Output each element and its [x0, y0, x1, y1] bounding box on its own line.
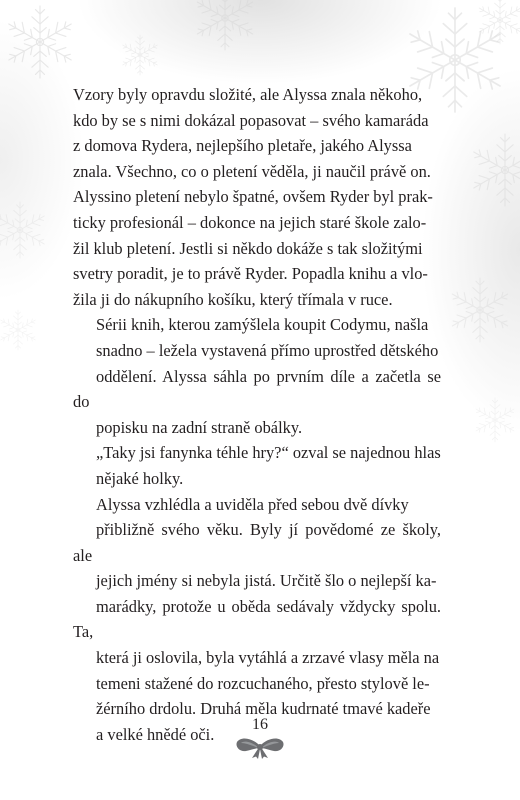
page-number: 16: [252, 716, 268, 733]
text-line: přibližně svého věku. Byly jí povědomé ze školy, ale: [73, 520, 441, 565]
text-line: Vzory byly opravdu složité, ale Alyssa znala někoho,: [73, 85, 423, 104]
text-line: znala. Všechno, co o pletení věděla, ji naučil právě on.: [73, 161, 431, 181]
text-line: temeni stažené do rozcuchaného, přesto stylově le-: [96, 673, 430, 693]
text-line: Alyssino pletení nebylo špatné, ovšem Ryder byl prak-: [73, 187, 433, 207]
text-line: žila ji do nákupního košíku, který třímala v ruce.: [73, 289, 393, 309]
text-line: Alyssa vzhlédla a uviděla před sebou dvě dívky: [96, 494, 409, 514]
text-line: popisku na zadní straně obálky.: [96, 417, 303, 437]
text-line: oddělení. Alyssa sáhla po prvním díle a začetla se do: [73, 366, 441, 412]
paragraph-2: [73, 312, 441, 440]
text-line: Sérii knih, kterou zamýšlela koupit Codymu, našla: [96, 315, 429, 335]
text-line: žil klub pletení. Jestli si někdo dokáže s tak složitými: [73, 238, 423, 258]
text-line: svetry poradit, je to právě Ryder. Popadla knihu a vlo-: [73, 264, 428, 284]
text-line: a velké hnědé oči.: [96, 724, 215, 744]
text-line: z domova Rydera, nejlepšího pletaře, jakého Alyssa: [73, 136, 412, 156]
text-line: jejich jmény si nebyla jistá. Určitě šlo o nejlepší ka-: [96, 571, 437, 591]
paragraph-3: [73, 440, 441, 491]
text-line: ticky profesionál – dokonce na jejich staré škole zalo-: [73, 212, 427, 232]
text-line: která ji oslovila, byla vytáhlá a zrzavé vlasy měla na: [96, 648, 440, 668]
text-line: nějaké holky.: [96, 468, 184, 488]
text-line: marádky, protože u oběda sedávaly vždycky spolu. Ta,: [73, 596, 441, 642]
text-line: kdo by se s nimi dokázal popasovat – svého kamaráda: [73, 110, 429, 130]
paragraph-1: [73, 82, 441, 312]
text-line: žérního drdolu. Druhá měla kudrnaté tmavé kadeře: [96, 699, 431, 719]
book-page-text: [73, 82, 441, 747]
text-line: snadno – ležela vystavená přímo uprostřed dětského: [96, 340, 439, 360]
text-line: „Taky jsi fanynka téhle hry?“ ozval se najednou hlas: [96, 443, 441, 463]
bow-ornament-icon: [235, 737, 285, 759]
paragraph-4: [73, 492, 441, 748]
